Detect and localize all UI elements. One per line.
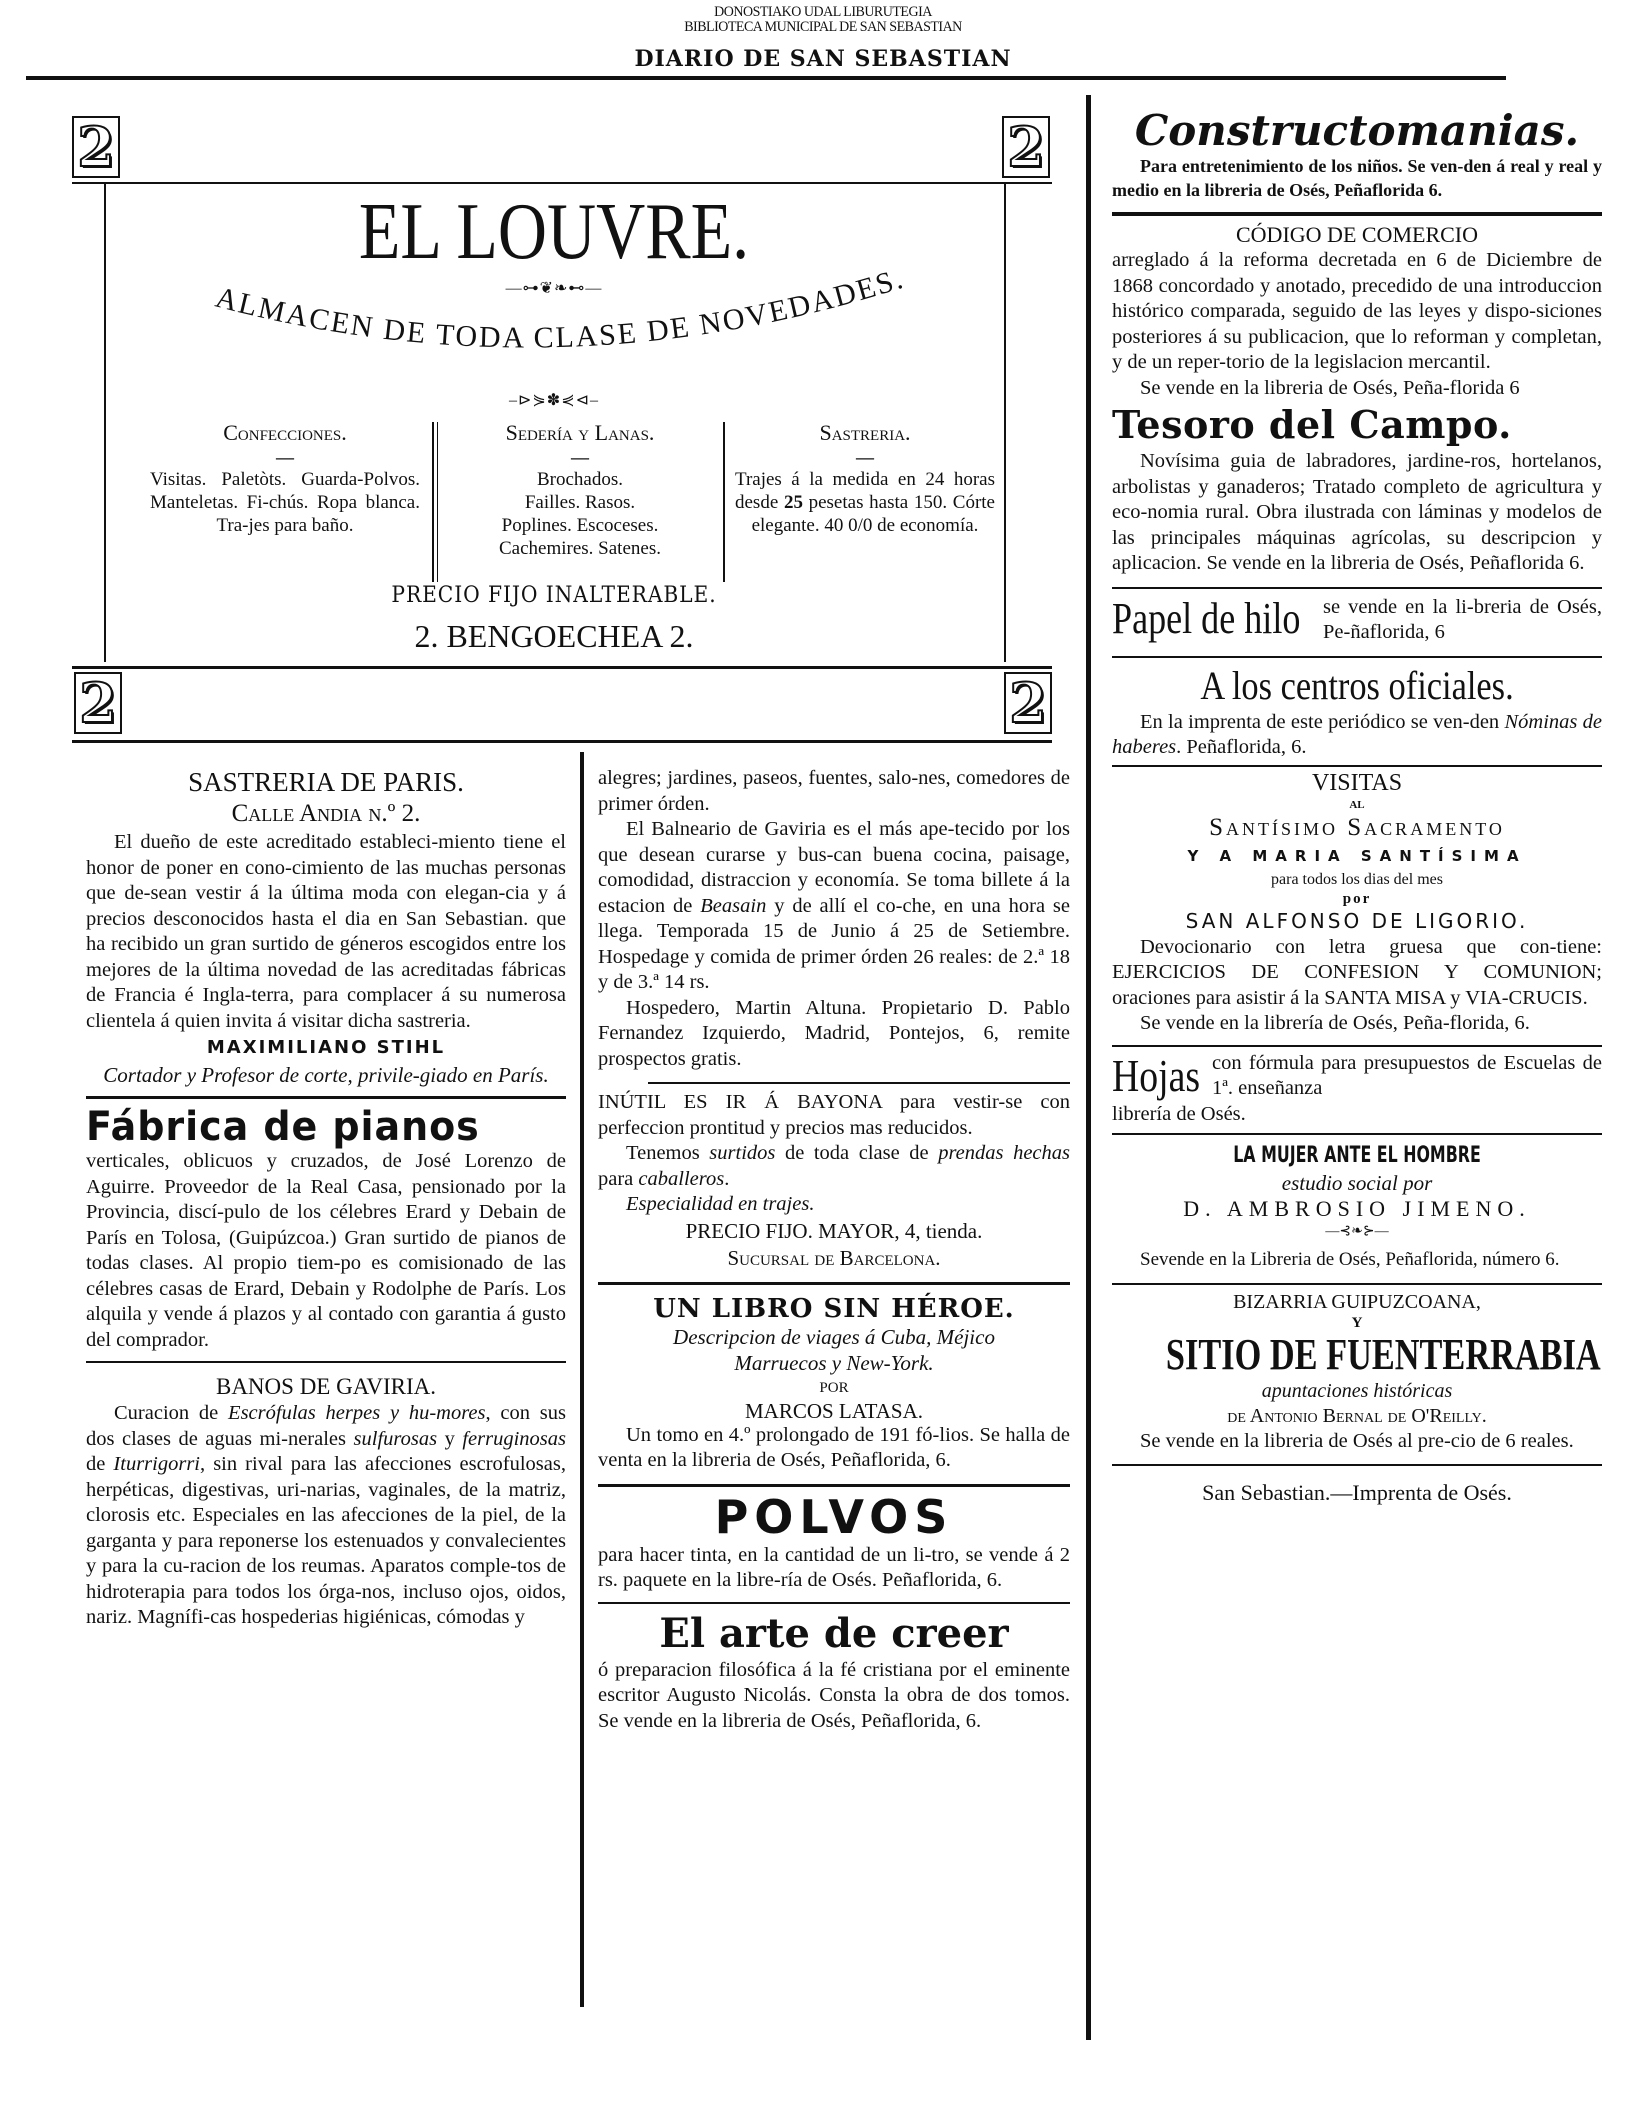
divider (598, 1602, 1070, 1604)
ad-visitas-author: SAN ALFONSO DE LIGORIO. (1185, 908, 1529, 933)
column-dash: — (856, 447, 874, 467)
divider (598, 1282, 1070, 1285)
text: En la imprenta de este periódico se ven-den (1140, 710, 1505, 733)
column-line: Brochados. (536, 469, 623, 490)
ad-papel-title: Papel de hilo (1112, 593, 1301, 643)
column-1 (86, 766, 566, 1631)
louvre-subtitle: ALMACEN DE TODA CLASE DE NOVEDADES. (212, 262, 909, 355)
ad-polvos-body: para hacer tinta, en la cantidad de un li-tro, se vende á 2 rs. paquete en la libre-ría de Osés. Peñaflorida, 6. (598, 1543, 1070, 1591)
divider (1112, 212, 1602, 216)
ad-sastreria-street: Calle Andia n.º 2. (231, 800, 421, 827)
ad-hojas-body: con fórmula para presupuestos de Escuelas de 1ª. enseñanza (1212, 1051, 1602, 1099)
ad-codigo-title: CÓDIGO DE COMERCIO (1236, 222, 1478, 247)
ad-centros-body (1112, 710, 1602, 761)
ad-sastreria-body: El dueño de este acreditado estableci-miento tiene el honor de poner en cono-cimiento de las muchas personas que de-sean vestir á la última moda con elegan-cia y á precios desconocidos hasta el dia en San Sebastian. que ha recibido un gran surtido de géneros escogidos entre los mejores de la última novedad de las acreditadas fábricas de Francia é Ingla-terra, para complacer á su numerosa clientela á quien invita á visitar dicha sastreria. (86, 831, 566, 1032)
masthead: DIARIO DE SAN SEBASTIAN (634, 46, 1012, 72)
louvre-address: 2. BENGOECHEA 2. (414, 618, 694, 654)
library-name-spanish: BIBLIOTECA MUNICIPAL DE SAN SEBASTIAN (684, 19, 962, 36)
ad-codigo-sale: Se vende en la libreria de Osés, Peña-florida 6 (1140, 376, 1520, 399)
library-name-basque: DONOSTIAKO UDAL LIBURUTEGIA (714, 4, 932, 21)
ad-pianos-body: verticales, oblicuos y cruzados, de José Lorenzo de Aguirre. Proveedor de la Real Casa, pensionado por la Provincia, discí-pulo de los célebres Erard y Debain de París en Tolosa, (Guipúzcoa.) Gran surtido de pianos de todas clases. Al propio tiem-po es comisionado de las célebres casas de Erard, Debain y Rodolphe de París. Los alquila y vende á plazos y al contado con garantia á gusto del comprador. (86, 1150, 566, 1351)
text: para vestir-se con perfeccion prontitud y precios mas reducidos. (598, 1091, 1070, 1139)
ad-mujer-subtitle: estudio social por (1281, 1171, 1433, 1195)
text: El Balneario de Gaviria es el más ape-tecido por los que desean curarse y bus-can buena cocina, paisage, comodidad, distraccion y economía. Se toma billete á la estacion de (598, 818, 1070, 917)
ad-sastreria-title: SASTRERIA DE PARIS. (188, 767, 464, 797)
text-lead: INÚTIL ES IR Á BAYONA (598, 1091, 882, 1113)
ad-bizarria-author: de Antonio Bernal de O'Reilly. (1227, 1404, 1487, 1427)
ad-codigo-body: arreglado á la reforma decretada en 6 de Diciembre de 1868 concordado y anotado, precedido de una introduccion histórico comparada, seguido de las leyes y dispo-siciones posteriores á su publicacion, que lo reforman y completan, y de un reper-torio de la legislacion mercantil. (1112, 249, 1602, 373)
ad-bayona-specialty: Especialidad en trajes. (626, 1193, 815, 1215)
ad-hojas (1112, 1051, 1602, 1102)
louvre-bottom-rule (72, 666, 1052, 669)
divider (1112, 1133, 1602, 1135)
divider (1112, 656, 1602, 658)
ad-bizarria-title: BIZARRIA GUIPUZCOANA, (1233, 1290, 1481, 1313)
ad-mujer-title: LA MUJER ANTE EL HOMBRE (1233, 1143, 1481, 1168)
corner-number-bottom-left: 2 (74, 672, 122, 734)
corner-number-top-left: 2 (72, 116, 120, 178)
column-dash: — (571, 447, 589, 467)
louvre-price-line: PRECIO FIJO INALTERABLE. (391, 583, 717, 608)
ad-constructomanias-body: Para entretenimiento de los niños. Se ven-den á real y real y medio en la libreria de Osés, Peñaflorida 6. (1112, 156, 1602, 200)
masthead-rule (26, 76, 1506, 80)
ad-polvos-title: POLVOS (714, 1489, 954, 1544)
louvre-column-sastreria (735, 420, 995, 537)
ad-visitas-al: AL (1349, 798, 1365, 811)
ad-constructomanias-title: Constructomanias. (1134, 106, 1580, 155)
louvre-column-sederia (450, 420, 710, 560)
ad-libro-por: POR (819, 1379, 849, 1396)
text-italic: Escrófulas herpes y hu-mores (228, 1402, 486, 1424)
ad-papel (1112, 595, 1602, 646)
divider (1112, 765, 1602, 767)
ad-bizarria-y: Y (1351, 1314, 1363, 1331)
ad-gaviria-title: BANOS DE GAVIRIA. (215, 1374, 436, 1399)
ad-sastreria-owner: MAXIMILIANO STIHL (206, 1037, 446, 1058)
louvre-title: EL LOUVRE. (358, 188, 750, 276)
ad-bizarria-sale: Se vende en la libreria de Osés al pre-cio de 6 reales. (1140, 1429, 1574, 1452)
ad-mujer-ornament: —⊰❧⊱— (1325, 1224, 1389, 1239)
text: y (437, 1427, 463, 1450)
text: . Peñaflorida, 6. (1176, 736, 1307, 758)
divider (648, 1082, 1070, 1084)
column-3 (1112, 108, 1602, 1506)
text-italic: ferruginosas (462, 1427, 567, 1450)
column-line: Poplines. Escoceses. (501, 515, 659, 536)
ad-sastreria-owner-role: Cortador y Profesor de corte, privile-giado en París. (103, 1063, 549, 1087)
column-line: Failles. Rasos. (524, 492, 636, 513)
louvre-column-confecciones (150, 420, 420, 537)
ad-mujer-author: D. AMBROSIO JIMENO. (1183, 1196, 1531, 1221)
text-italic: sulfurosas (353, 1427, 438, 1450)
corner-number-bottom-right: 2 (1004, 672, 1052, 734)
ad-libro-body: Un tomo en 4.º prolongado de 191 fó-lios. Se halla de venta en la libreria de Osés, Peñaflorida, 6. (598, 1423, 1070, 1471)
ad-gaviria-continued-3: Hospedero, Martin Altuna. Propietario D. Pablo Fernandez Izquierdo, Madrid, Pontejos, 6, remite prospectos gratis. (598, 996, 1070, 1070)
ad-gaviria-continued-1: alegres; jardines, paseos, fuentes, salo-nes, comedores de primer órden. (598, 767, 1070, 815)
text: , sin rival para las afecciones escrofulosas, herpéticas, digestivas, uri-narias, vaginales, de la matriz, clorosis etc. Especiales en las afecciones de la piel, de la garganta y para reponerse los estenuados y convalecientes y para la cu-racion de los reumas. Aparatos comple-tos de hidroterapia para todos los órga-nos, incluso ojos, oidos, nariz. Magnífi-cas hospederias higiénicas, cómodas y (86, 1453, 566, 1628)
louvre-ornament-mid: –⊳⋟✽⋞⊲– (508, 392, 600, 409)
ad-gaviria-body (86, 1401, 566, 1631)
ad-bayona-body (598, 1090, 1070, 1141)
ad-bayona-branch: Sucursal de Barcelona. (727, 1245, 941, 1270)
text-italic: caballeros (638, 1167, 725, 1190)
text: de toda clase de (775, 1142, 939, 1164)
ad-bayona-price: PRECIO FIJO. MAYOR, 4, tienda. (685, 1218, 983, 1243)
divider (1112, 1045, 1602, 1047)
ad-arte-title: El arte de creer (659, 1609, 1009, 1657)
louvre-box-bottom (72, 740, 1052, 743)
text: , con sus dos clases de aguas mi-nerales (86, 1402, 566, 1450)
ad-libro-subtitle-1: Descripcion de viages á Cuba, Méjico (673, 1324, 995, 1349)
divider (598, 1484, 1070, 1487)
svg-text:ALMACEN DE TODA CLASE DE NOVED (212, 262, 908, 355)
ad-visitas-body: Devocionario con letra gruesa que con-tiene: EJERCICIOS DE CONFESION Y COMUNION; oraciones para asistir á la SANTA MISA y VIA-CRUCIS. (1112, 935, 1602, 1009)
ad-arte-body: ó preparacion filosófica á la fé cristiana por el eminente escritor Augusto Nicolás. Consta la obra de dos tomos. Se vende en la libreria de Osés, Peñaflorida, 6. (598, 1658, 1070, 1732)
column-2 (598, 766, 1070, 1734)
column-dash: — (276, 447, 294, 467)
text: Trajes á la medida en 24 horas desde (735, 469, 995, 513)
ad-centros-title: A los centros oficiales. (1200, 662, 1514, 708)
text: . (724, 1167, 730, 1190)
ad-hojas-tail: librería de Osés. (1112, 1102, 1246, 1125)
louvre-top-rule (72, 182, 1052, 184)
ad-mujer-sale: Sevende en la Libreria de Osés, Peñaflorida, número 6. (1140, 1249, 1560, 1270)
text: y de allí el co-che, en una hora se llega. Temporada 15 de Junio á 25 de Setiembre. Hospedage y comida de primer órden 26 reales: de 2.ª 18 y de 3.ª 14 rs. (598, 894, 1071, 993)
price-bold: 25 (783, 492, 803, 513)
column-divider (432, 422, 434, 582)
ad-bayona-stock (598, 1141, 1070, 1192)
text-italic: surtidos (709, 1142, 776, 1164)
louvre-right-border (1004, 182, 1006, 662)
text-italic: Beasain (700, 894, 767, 917)
text-italic: Nóminas de haberes (1112, 710, 1603, 758)
text-italic: Iturrigorri (113, 1453, 200, 1475)
column-divider (437, 422, 438, 582)
text: de (86, 1453, 114, 1475)
ad-tesoro-body: Novísima guia de labradores, jardine-ros, hortelanos, arbolistas y ganaderos; Tratado completo de agricultura y eco-nomia rural. Obra ilustrada con láminas y modelos de las principales máquinas agrícolas, su descripcion y aplicacion. Se vende en la libreria de Osés, Peñaflorida 6. (1112, 450, 1602, 574)
ad-bizarria-title2: SITIO DE FUENTERRABIA (1165, 1329, 1601, 1379)
ad-visitas-por: por (1342, 890, 1372, 907)
corner-number-top-right: 2 (1002, 116, 1050, 178)
ad-hojas-title: Hojas (1112, 1049, 1201, 1101)
column-text: Visitas. Paletòts. Guarda-Polvos. Manteletas. Fi-chús. Ropa blanca. Tra-jes para baño. (150, 469, 420, 536)
louvre-ornament-top: —⊶❦❧⊷— (505, 280, 603, 297)
ad-visitas-title: VISITAS (1311, 769, 1403, 796)
text: Curacion de (114, 1402, 229, 1424)
text: pesetas hasta 150. Córte elegante. 40 0/0 de economía. (751, 492, 995, 536)
column-heading: Sastreria. (819, 420, 911, 445)
ad-tesoro-title: Tesoro del Campo. (1112, 402, 1512, 447)
ad-gaviria-continued-2 (598, 817, 1070, 996)
ad-libro-title: UN LIBRO SIN HÉROE. (653, 1293, 1015, 1324)
ad-bizarria-subtitle: apuntaciones históricas (1261, 1379, 1453, 1402)
ad-visitas-sale: Se vende en la librería de Osés, Peña-florida, 6. (1140, 1012, 1530, 1034)
divider (1112, 1283, 1602, 1285)
ad-visitas-line1: Santísimo Sacramento (1209, 813, 1505, 841)
text: para (598, 1167, 639, 1190)
ad-libro-subtitle-2: Marruecos y New-York. (734, 1350, 934, 1375)
column-divider (723, 422, 725, 582)
divider (86, 1096, 566, 1099)
louvre-subtitle-arc (180, 262, 940, 382)
ad-papel-body: se vende en la li-breria de Osés, Pe-ñaflorida, 6 (1323, 595, 1602, 643)
column-heading: Confecciones. (223, 420, 347, 445)
column-separator-1 (580, 752, 584, 2007)
ad-pianos-title: Fábrica de pianos (86, 1104, 480, 1150)
column-heading: Sedería y Lanas. (505, 420, 655, 445)
ad-visitas-line3: para todos los dias del mes (1271, 870, 1443, 888)
divider (1112, 587, 1602, 589)
ad-visitas-line2: Y A MARIA SANTÍSIMA (1187, 846, 1527, 865)
text: Tenemos (626, 1142, 710, 1164)
ad-libro-author: MARCOS LATASA. (744, 1398, 924, 1423)
column-text (735, 468, 995, 537)
column-line: Cachemires. Satenes. (499, 538, 661, 559)
louvre-left-border (104, 182, 106, 662)
text-italic: prendas hechas (938, 1142, 1070, 1164)
column-separator-2 (1086, 95, 1091, 2040)
imprint: San Sebastian.—Imprenta de Osés. (1202, 1480, 1512, 1505)
divider (86, 1361, 566, 1363)
divider (1112, 1464, 1602, 1466)
